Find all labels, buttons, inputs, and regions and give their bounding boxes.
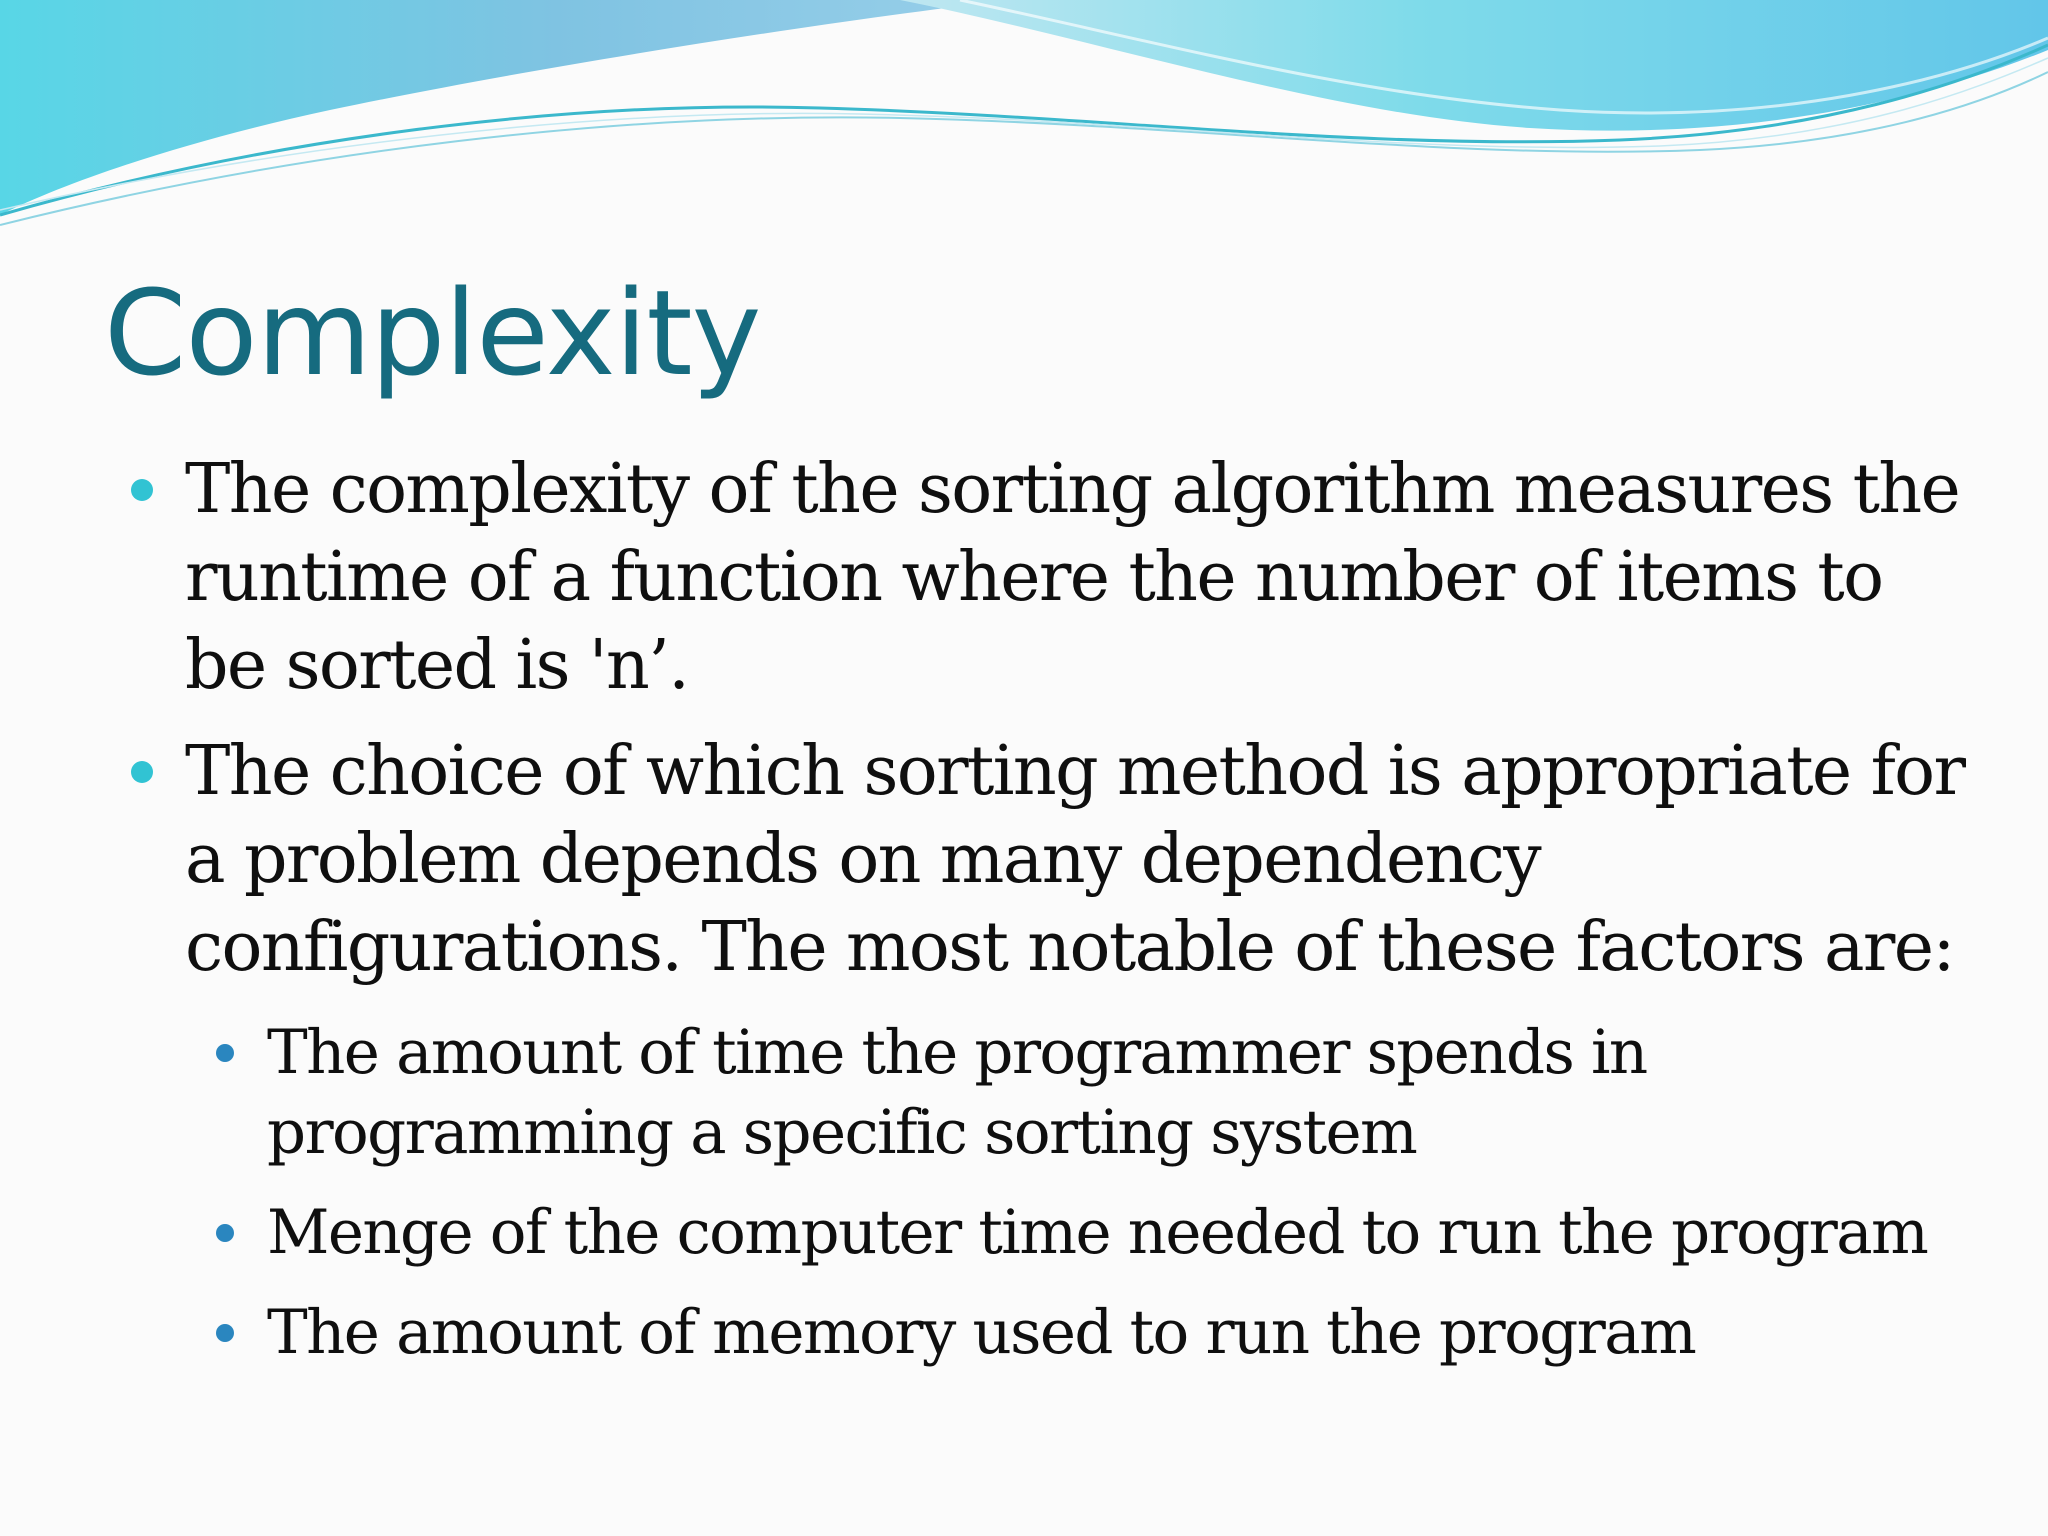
bullet-item-choice-of-method: The choice of which sorting method is appropriate for a problem depends on many dependency configurations. The most notable of these factors are: bbox=[185, 732, 1965, 987]
bullet-dot-icon bbox=[131, 479, 153, 501]
bullet-dot-icon bbox=[131, 761, 153, 783]
sub-bullet-item-memory-used: The amount of memory used to run the program bbox=[267, 1297, 1696, 1368]
bullet-item-complexity-definition: The complexity of the sorting algorithm measures the runtime of a function where the number of items to be sorted is 'n’. bbox=[185, 450, 1960, 705]
sub-bullet-item-computer-time: Menge of the computer time needed to run the program bbox=[267, 1197, 1928, 1268]
sub-bullet-item-programmer-time: The amount of time the programmer spends in programming a specific sorting system bbox=[267, 1017, 1647, 1168]
sub-bullet-dot-icon bbox=[216, 1324, 234, 1342]
sub-bullet-dot-icon bbox=[216, 1044, 234, 1062]
slide-title: Complexity bbox=[104, 264, 761, 402]
sub-bullet-dot-icon bbox=[216, 1224, 234, 1242]
